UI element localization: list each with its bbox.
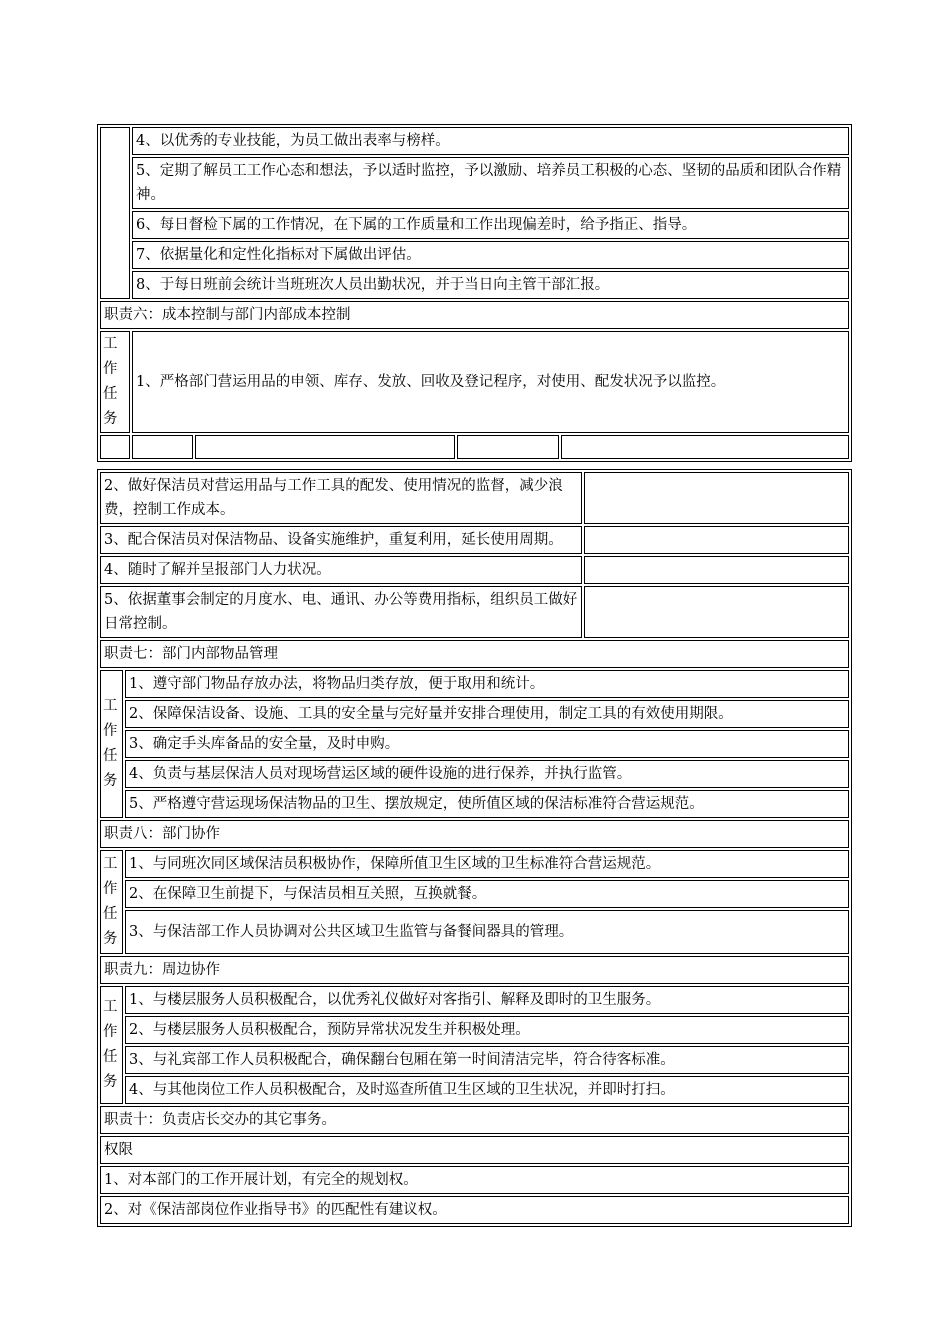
list-item: 2、保障保洁设备、设施、工具的安全量与完好量并安排合理使用，制定工具的有效使用期限。 [125,700,849,728]
table-row [100,241,849,269]
table-row [100,986,849,1014]
list-item: 4、与其他岗位工作人员积极配合，及时巡查所值卫生区域的卫生状况，并即时打扫。 [125,1076,849,1104]
duty-header: 职责七：部门内部物品管理 [100,640,849,668]
table-row [100,472,849,524]
table-row [100,910,849,954]
list-item: 2、在保障卫生前提下，与保洁员相互关照，互换就餐。 [125,880,849,908]
table-row [100,301,849,329]
table-row [100,556,849,584]
table-row [100,1106,849,1134]
table-row [100,1076,849,1104]
empty-cell [100,435,130,459]
list-item: 5、定期了解员工工作心态和想法，予以适时监控，予以激励、培养员工积极的心态、坚韧的品质和团队合作精神。 [132,157,849,209]
list-item: 1、遵守部门物品存放办法，将物品归类存放，便于取用和统计。 [125,670,849,698]
table-row [100,700,849,728]
duty-table-top [97,124,852,462]
list-item: 4、负责与基层保洁人员对现场营运区域的硬件设施的进行保养，并执行监管。 [125,760,849,788]
table-row [100,640,849,668]
table-row [100,880,849,908]
work-task-label: 工 作 任 务 [100,670,123,818]
duty-header: 职责八：部门协作 [100,820,849,848]
table-row [100,1196,849,1224]
work-task-label: 工 作 任 务 [100,331,130,433]
table-row [100,670,849,698]
table-row [100,1046,849,1074]
list-item: 5、依据董事会制定的月度水、电、通讯、办公等费用指标，组织员工做好日常控制。 [100,586,582,638]
work-task-label: 工 作 任 务 [100,986,123,1104]
table-row [100,526,849,554]
empty-cell [584,556,849,584]
list-item: 1、与楼层服务人员积极配合，以优秀礼仪做好对客指引、解释及即时的卫生服务。 [125,986,849,1014]
table-row [100,956,849,984]
empty-cell [584,472,849,524]
table-row [100,1136,849,1164]
list-item: 7、依据量化和定性化指标对下属做出评估。 [132,241,849,269]
list-item: 8、于每日班前会统计当班班次人员出勤状况，并于当日向主管干部汇报。 [132,271,849,299]
empty-cell [132,435,193,459]
work-task-label: 工 作 任 务 [100,850,123,954]
table-row [100,157,849,209]
list-item: 5、严格遵守营运现场保洁物品的卫生、摆放规定，使所值区域的保洁标准符合营运规范。 [125,790,849,818]
list-item: 2、与楼层服务人员积极配合，预防异常状况发生并积极处理。 [125,1016,849,1044]
duty-header: 职责九：周边协作 [100,956,849,984]
empty-cell [195,435,455,459]
list-item: 2、做好保洁员对营运用品与工作工具的配发、使用情况的监督，减少浪费，控制工作成本。 [100,472,582,524]
table-row [100,127,849,155]
authority-header: 权限 [100,1136,849,1164]
list-item: 3、与礼宾部工作人员积极配合，确保翻台包厢在第一时间清洁完毕，符合待客标准。 [125,1046,849,1074]
list-item: 4、随时了解并呈报部门人力状况。 [100,556,582,584]
table-row [100,331,849,433]
list-item: 1、与同班次同区域保洁员积极协作，保障所值卫生区域的卫生标准符合营运规范。 [125,850,849,878]
table-row [100,730,849,758]
table-row [100,211,849,239]
list-item: 6、每日督检下属的工作情况，在下属的工作质量和工作出现偏差时，给予指正、指导。 [132,211,849,239]
empty-cell [561,435,849,459]
list-item: 1、严格部门营运用品的申领、库存、发放、回收及登记程序，对使用、配发状况予以监控。 [132,331,849,433]
empty-cell [457,435,559,459]
list-item: 4、以优秀的专业技能，为员工做出表率与榜样。 [132,127,849,155]
list-item: 1、对本部门的工作开展计划，有完全的规划权。 [100,1166,849,1194]
table-row [100,271,849,299]
empty-label-cell [100,127,130,299]
empty-cell [584,526,849,554]
table-row [100,850,849,878]
duty-header: 职责十：负责店长交办的其它事务。 [100,1106,849,1134]
duty-table-bottom [97,469,852,1227]
table-row-empty [100,435,849,459]
table-row [100,1166,849,1194]
list-item: 3、确定手头库备品的安全量，及时申购。 [125,730,849,758]
table-row [100,760,849,788]
table-row [100,790,849,818]
table-row [100,586,849,638]
table-row [100,1016,849,1044]
list-item: 3、配合保洁员对保洁物品、设备实施维护，重复利用，延长使用周期。 [100,526,582,554]
list-item: 2、对《保洁部岗位作业指导书》的匹配性有建议权。 [100,1196,849,1224]
duty-header: 职责六：成本控制与部门内部成本控制 [100,301,849,329]
list-item: 3、与保洁部工作人员协调对公共区域卫生监管与备餐间器具的管理。 [125,910,849,954]
table-row [100,820,849,848]
empty-cell [584,586,849,638]
